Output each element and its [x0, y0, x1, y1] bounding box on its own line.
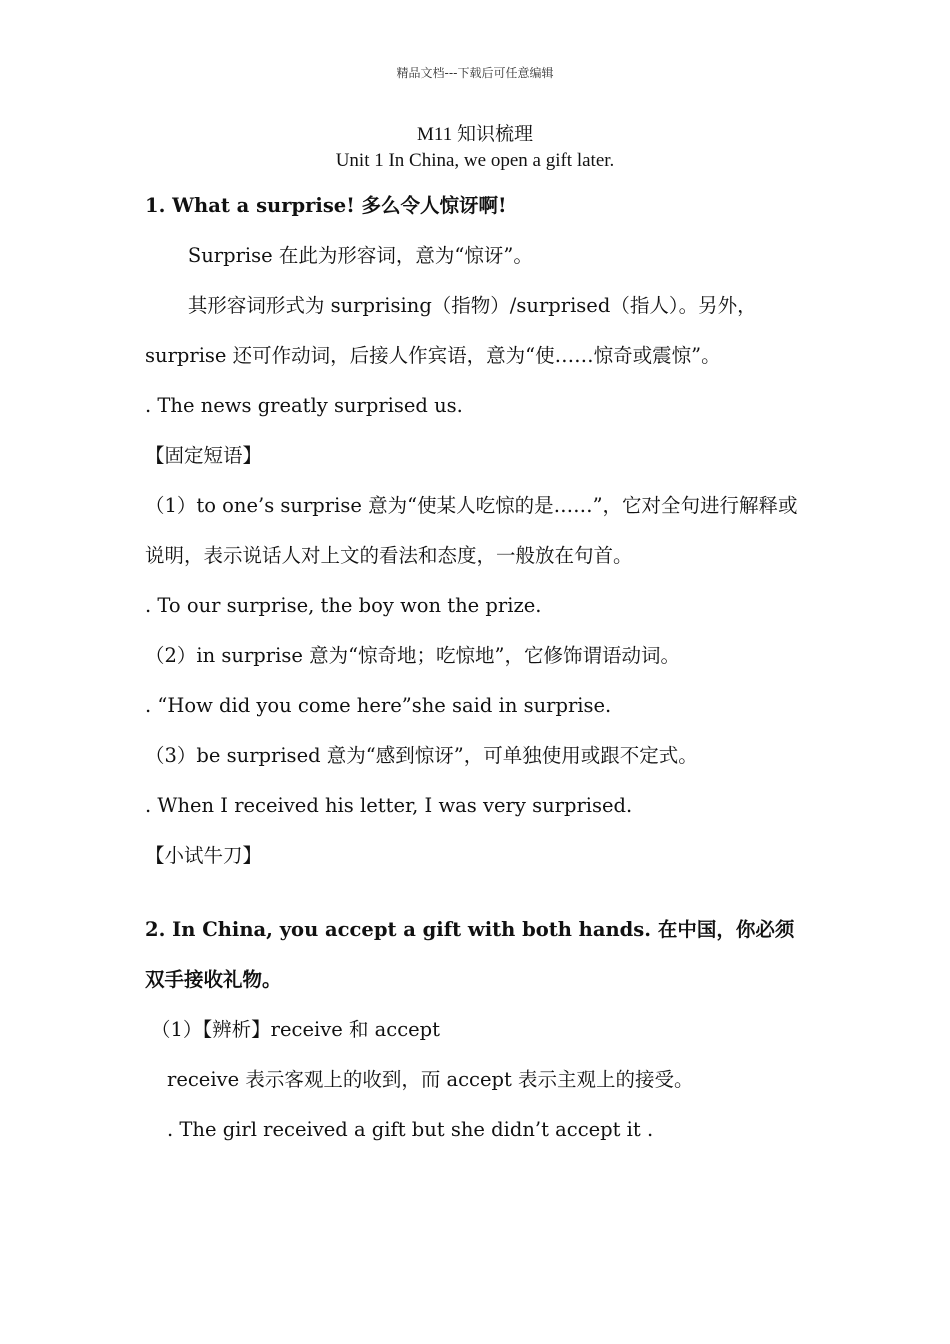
page-header: 精品文档---下载后可任意编辑: [396, 66, 554, 80]
section1-example3: . “How did you come here”she said in surprise.: [145, 694, 612, 717]
section-gap: [145, 881, 810, 905]
section2-heading: 2. In China, you accept a gift with both hands. 在中国，你必须双手接收礼物。: [145, 918, 795, 991]
module-title: M11 知识梳理: [417, 124, 533, 145]
phrase-item-1: （1）to one’s surprise 意为“使某人吃惊的是……”，它对全句进行解释或说明，表示说话人对上文的看法和态度，一般放在句首。: [145, 494, 798, 567]
practice-label: 【小试牛刀】: [145, 844, 263, 867]
section2-paragraph1: receive 表示客观上的收到，而 accept 表示主观上的接受。: [167, 1068, 694, 1091]
section2-item1: （1）【辨析】receive 和 accept: [151, 1018, 440, 1041]
section1-example1: . The news greatly surprised us.: [145, 394, 463, 417]
section1-example4: . When I received his letter, I was very surprised.: [145, 794, 633, 817]
phrase-item-3: （3）be surprised 意为“感到惊讶”，可单独使用或跟不定式。: [145, 744, 698, 767]
title-block: [0, 122, 950, 174]
section1-example2: . To our surprise, the boy won the prize.: [145, 594, 542, 617]
unit-title: Unit 1 In China, we open a gift later.: [335, 150, 615, 171]
section2-example1: . The girl received a gift but she didn’t accept it .: [167, 1118, 654, 1141]
fixed-phrases-label: 【固定短语】: [145, 444, 263, 467]
section1-paragraph2: 其形容词形式为 surprising（指物）/surprised（指人）。另外，surprise 还可作动词，后接人作宾语，意为“使……惊奇或震惊”。: [145, 294, 757, 367]
section1-paragraph1: Surprise 在此为形容词，意为“惊讶”。: [187, 244, 533, 267]
phrase-item-2: （2）in surprise 意为“惊奇地；吃惊地”，它修饰谓语动词。: [145, 644, 681, 667]
section1-heading: 1. What a surprise! 多么令人惊讶啊!: [145, 194, 507, 217]
document-body: [145, 181, 810, 1155]
